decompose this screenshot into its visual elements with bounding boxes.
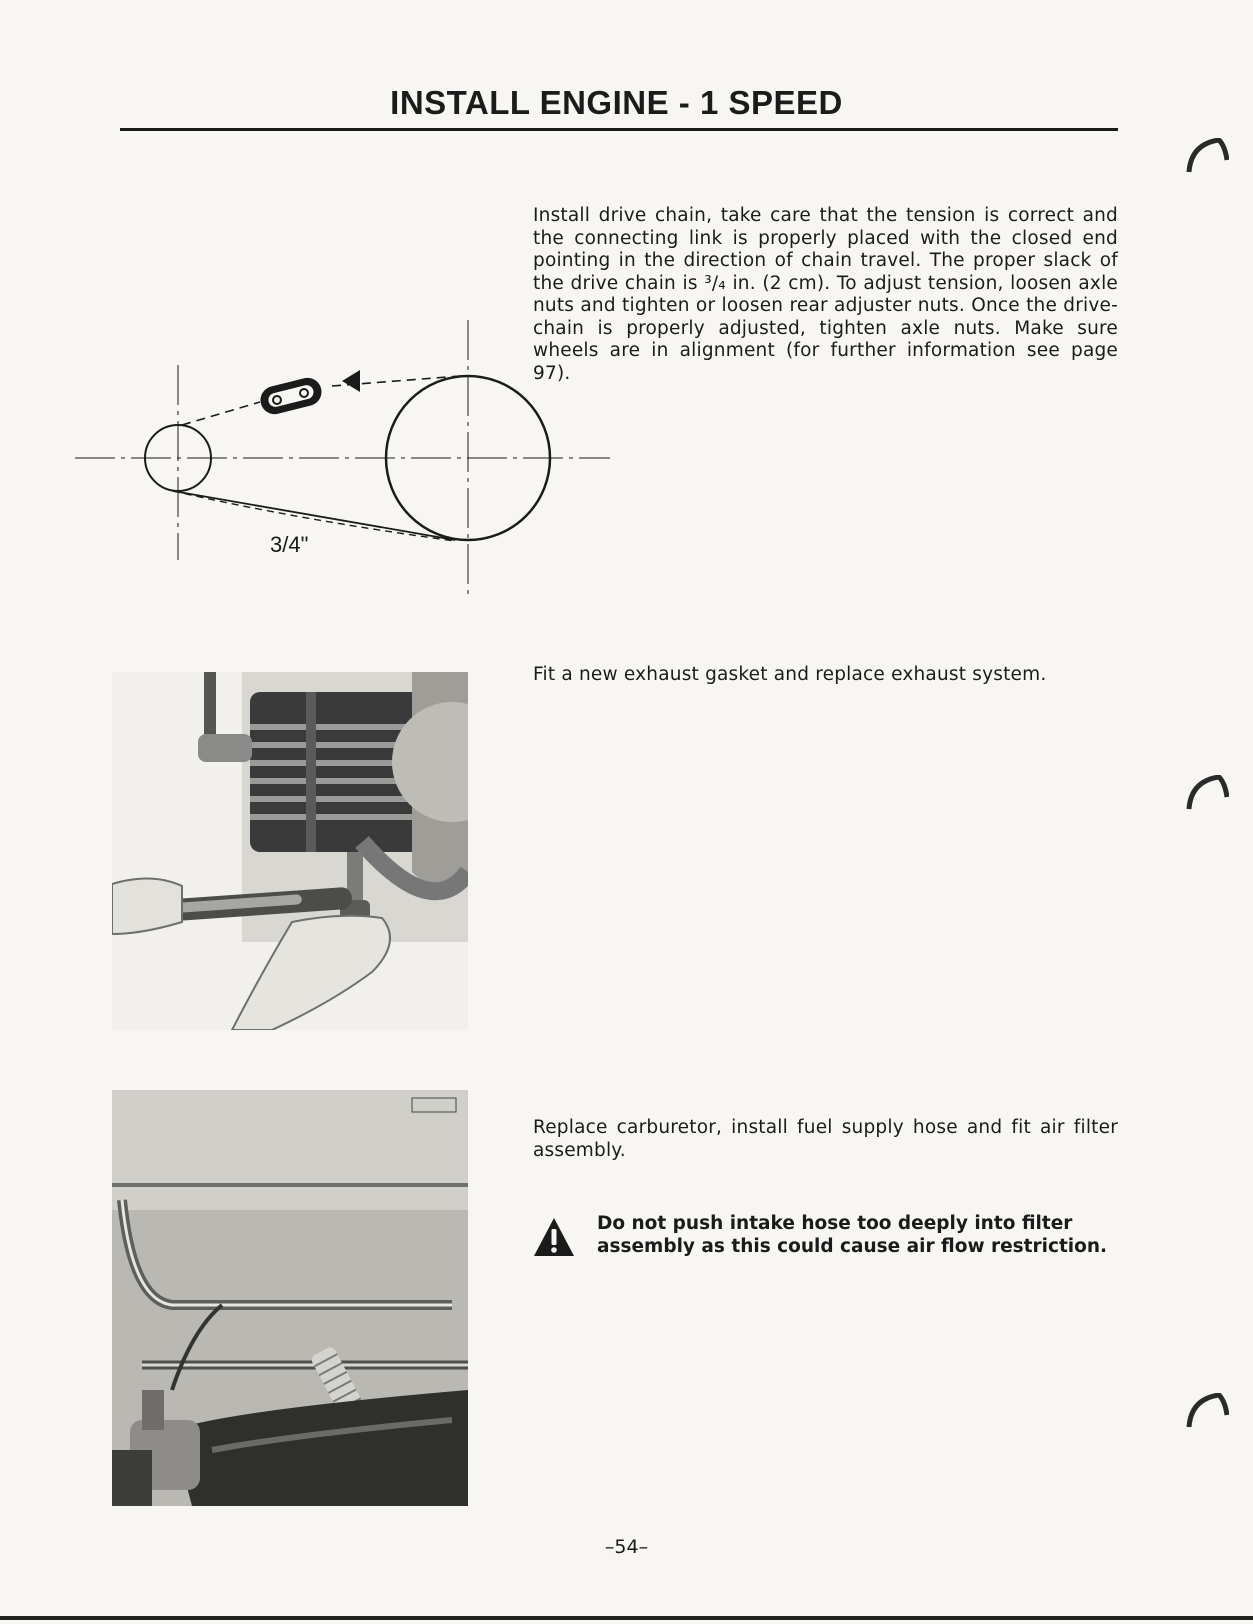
binder-tab-mark [1185, 775, 1229, 815]
page-bottom-edge [0, 1616, 1253, 1620]
step-carburetor-text: Replace carburetor, install fuel supply hose and fit air filter assembly. [533, 1117, 1118, 1161]
binder-tab-mark [1185, 138, 1229, 178]
step-drive-chain-text: Install drive chain, take care that the tension is correct and the connecting link is properly placed with the closed end pointing in the direction of chain travel. The proper slack of the drive chain is ³/₄ in. (2 cm). To adjust tension, loosen axle nuts and tighten or loosen rear adjuster nuts. Once the drive-chain is properly adjusted, tighten axle nuts. Make sure wheels are in alignment (for further information see page 97). [533, 205, 1118, 384]
binder-tab-mark [1185, 1393, 1229, 1433]
connecting-link-icon [258, 375, 325, 417]
warning-text: Do not push intake hose too deeply into filter assembly as this could cause air flow restriction. [597, 1213, 1108, 1257]
title-underline [120, 128, 1118, 131]
warning-note [533, 1212, 1118, 1272]
page-title: INSTALL ENGINE - 1 SPEED [390, 84, 843, 121]
exhaust-installation-photo [112, 672, 468, 1030]
step-exhaust-text: Fit a new exhaust gasket and replace exhaust system. [533, 664, 1047, 685]
warning-triangle-icon [533, 1216, 575, 1258]
slack-label: 3/4" [270, 532, 309, 557]
page-number: –54– [604, 1536, 649, 1558]
direction-arrow-icon [342, 370, 360, 392]
carburetor-installation-photo [112, 1090, 468, 1506]
chain-slack-diagram [70, 320, 610, 605]
